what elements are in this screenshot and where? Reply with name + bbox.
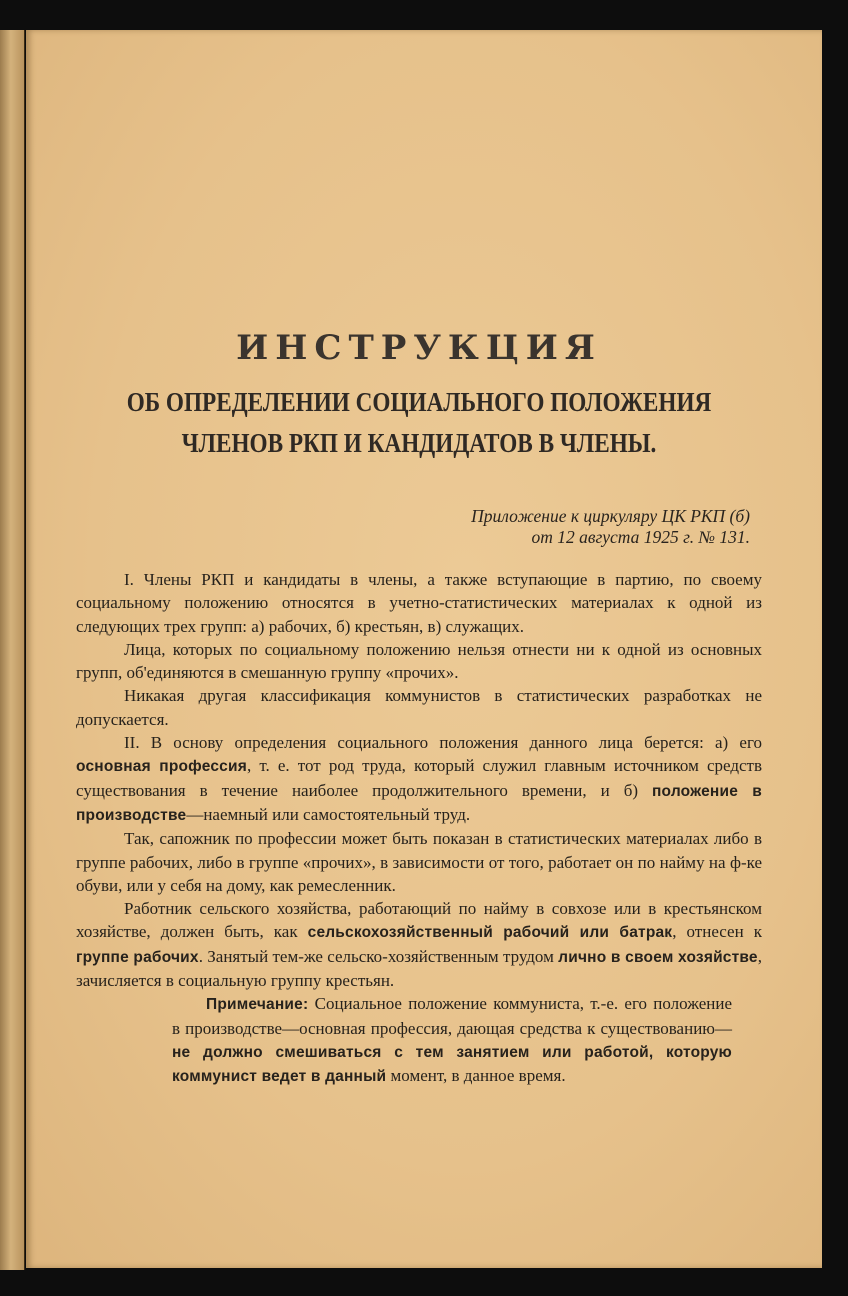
document-subtitle-line-2: ЧЛЕНОВ РКП И КАНДИДАТОВ В ЧЛЕНЫ.	[181, 428, 657, 458]
appendix-reference	[471, 506, 750, 548]
emphasis-agricultural-worker: сельскохозяйственный рабочий или батрак	[307, 924, 673, 942]
document-page	[26, 30, 822, 1268]
paragraph-6-part-e: , зачисляется в социальную группу крестьян.	[76, 946, 763, 991]
emphasis-position-in-production: положение в производстве	[76, 782, 762, 824]
appendix-line-1: Приложение к циркуляру ЦК РКП (б)	[471, 506, 750, 526]
paragraph-6-part-d: . Занятый тем-же сельско-хозяйственным трудом	[198, 946, 554, 966]
paragraph-6-part-a: Работник сельского хозяйства, работающий по найму в совхозе или в крестьянском хозяйстве, должен быть, как	[76, 899, 762, 942]
emphasis-main-profession: основная профессия	[76, 758, 247, 776]
appendix-line-2: от 12 августа 1925 г. № 131.	[531, 527, 750, 547]
paragraph-6	[76, 897, 762, 992]
document-subtitle-line-1: ОБ ОПРЕДЕЛЕНИИ СОЦИАЛЬНОГО ПОЛОЖЕНИЯ	[126, 387, 712, 417]
note-paragraph	[172, 992, 732, 1088]
paragraph-2: Лица, которых по социальному положению нельзя отнести ни к одной из основных групп, об'единяются в смешанную группу «прочих».	[76, 639, 762, 683]
paragraph-6-part-c: , отнесен к	[672, 922, 762, 942]
emphasis-own-household: лично в своем хозяйстве	[558, 948, 758, 966]
note-emphasis: не должно смешиваться с тем занятием или работой, которую коммунист ведет в данный	[172, 1043, 732, 1086]
paragraph-1: I. Члены РКП и кандидаты в члены, а также вступающие в партию, по своему социальному положению относятся в учетно-статистических материалах к одной из следующих трех групп: а) рабочих, б) крестьян, в) служащих.	[76, 570, 762, 636]
paragraph-3: Никакая другая классификация коммунистов в статистических разработках не допускается.	[76, 686, 762, 729]
note-label: Примечание:	[206, 996, 309, 1014]
paragraph-4-part-c: , т. е. тот род труда, который служил главным источником средств существования в течение наиболее продолжительного времени, и б)	[76, 756, 763, 800]
note-part-c: момент, в данное время.	[390, 1066, 566, 1086]
note-part-a: Социальное положение коммуниста, т.-е. его положение в производстве—основная профессия, дающая средства к существованию—	[172, 994, 733, 1038]
document-title: ИНСТРУКЦИЯ	[236, 328, 602, 368]
paragraph-4	[76, 731, 762, 827]
book-spine	[0, 30, 25, 1270]
paragraph-4-part-a: II. В основу определения социального положения данного лица берется: а) его	[124, 733, 762, 753]
paragraph-5: Так, сапожник по профессии может быть показан в статистических материалах либо в группе рабочих, либо в группе «прочих», в зависимости от того, работает он по найму на ф-ке обуви, или у себя на дому, как ремесленник.	[76, 829, 762, 895]
emphasis-workers-group: группе рабочих	[76, 948, 199, 966]
body-text	[76, 568, 762, 1089]
paragraph-4-part-d: —наемный или самостоятельный труд.	[186, 804, 471, 824]
